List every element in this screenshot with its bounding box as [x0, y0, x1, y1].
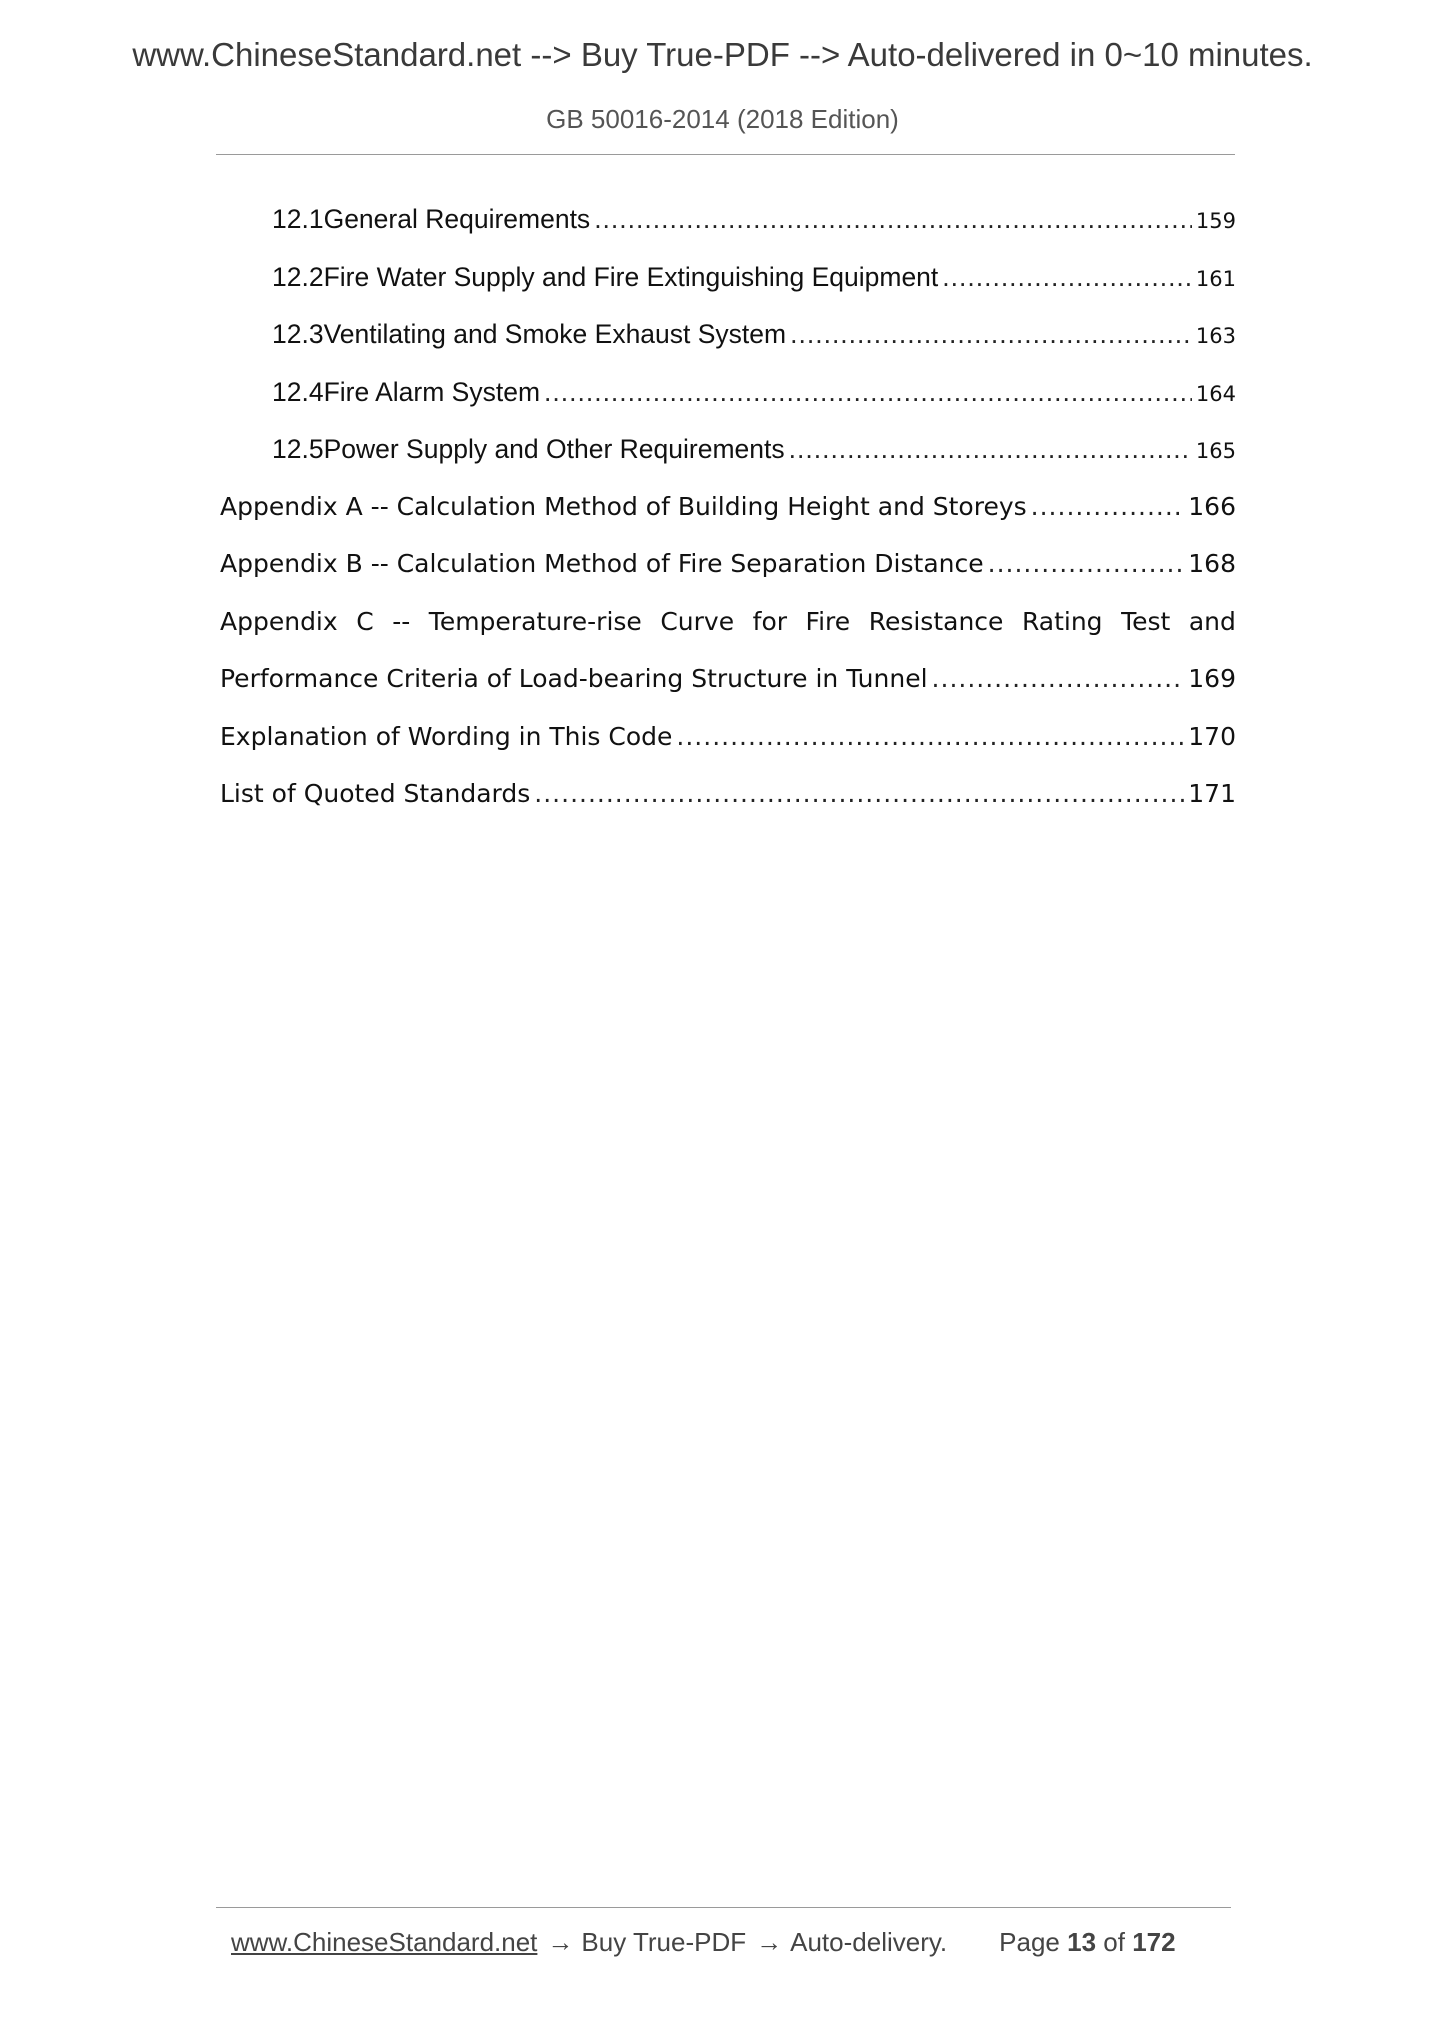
arrow-right-icon: →: [756, 1927, 783, 1957]
banner-separator: -->: [799, 36, 841, 73]
banner-site-link[interactable]: www.ChineseStandard.net: [132, 36, 522, 73]
toc-word: Fire: [805, 606, 851, 636]
toc-word: Appendix: [220, 606, 338, 636]
toc-leader-dots: [594, 204, 1192, 235]
toc-entry-12-1[interactable]: [220, 204, 1236, 262]
toc-entry-page: 168: [1188, 549, 1236, 578]
toc-leader-dots: [789, 434, 1192, 465]
banner-buy-text: Buy True-PDF: [580, 36, 790, 73]
table-of-contents: [220, 204, 1236, 837]
footer-divider: [216, 1907, 1231, 1908]
toc-entry-number: 12.2: [272, 261, 324, 292]
top-banner: [0, 36, 1445, 74]
toc-entry-page: 171: [1188, 779, 1236, 808]
toc-entry-title: Ventilating and Smoke Exhaust System: [323, 319, 787, 349]
toc-leader-dots: [790, 319, 1192, 350]
toc-entry-12-4[interactable]: [220, 377, 1236, 435]
toc-leader-dots: [1031, 492, 1185, 521]
toc-word: Resistance: [868, 606, 1004, 636]
toc-entry-title: List of Quoted Standards: [220, 779, 531, 808]
arrow-right-icon: →: [547, 1927, 574, 1957]
toc-leader-dots: [932, 664, 1185, 693]
page-total: 172: [1132, 1927, 1176, 1957]
document-id: GB 50016-2014 (2018 Edition): [546, 104, 899, 134]
toc-entry-page: 164: [1195, 381, 1236, 406]
toc-entry-page: 170: [1188, 721, 1236, 751]
toc-entry-appendix-c-line2[interactable]: [220, 664, 1236, 722]
toc-entry-title: General Requirements: [323, 204, 591, 234]
toc-word: --: [392, 606, 411, 636]
toc-entry-number: 12.4: [272, 376, 324, 407]
footer-buy-text: Buy True-PDF: [581, 1927, 747, 1957]
page-of-label: of: [1103, 1927, 1125, 1957]
toc-word: C: [356, 606, 374, 636]
toc-entry-title: Fire Water Supply and Fire Extinguishing Equipment: [323, 261, 939, 292]
page-footer: [231, 1927, 1176, 1958]
toc-word: for: [752, 606, 788, 636]
toc-entry-page: 159: [1195, 209, 1236, 233]
toc-entry-number: 12.3: [272, 319, 324, 349]
toc-entry-title: Power Supply and Other Requirements: [323, 434, 785, 464]
toc-leader-dots: [942, 262, 1192, 293]
page-indicator: [999, 1927, 1175, 1958]
banner-delivery-text: Auto-delivered in 0~10 minutes.: [847, 36, 1313, 73]
toc-entry-title: Fire Alarm System: [323, 376, 541, 407]
toc-word: Temperature-rise: [428, 606, 642, 636]
toc-entry-12-3[interactable]: [220, 319, 1236, 377]
toc-entry-appendix-c-line1[interactable]: [220, 607, 1236, 665]
toc-leader-dots: [988, 549, 1185, 578]
toc-entry-explanation[interactable]: [220, 722, 1236, 780]
toc-entry-title: Appendix A -- Calculation Method of Building Height and Storeys: [220, 491, 1027, 521]
toc-entry-number: 12.5: [272, 434, 324, 464]
toc-entry-appendix-a[interactable]: [220, 492, 1236, 550]
toc-entry-page: 169: [1188, 664, 1236, 693]
toc-entry-title: Performance Criteria of Load-bearing Structure in Tunnel: [220, 664, 928, 693]
toc-entry-page: 163: [1195, 324, 1236, 348]
toc-word: Rating: [1021, 606, 1103, 636]
toc-word: Curve: [660, 606, 735, 636]
footer-site-link[interactable]: www.ChineseStandard.net: [231, 1927, 538, 1957]
toc-entry-page: 161: [1195, 266, 1236, 291]
page-current: 13: [1067, 1927, 1097, 1957]
toc-leader-dots: [534, 779, 1184, 808]
toc-word: and: [1188, 606, 1236, 636]
header-divider: [216, 154, 1235, 155]
toc-entry-page: 165: [1195, 439, 1236, 463]
toc-word: Test: [1121, 606, 1171, 636]
toc-entry-quoted-standards[interactable]: [220, 779, 1236, 837]
toc-entry-page: 166: [1188, 491, 1236, 521]
footer-delivery-text: Auto-delivery.: [790, 1927, 948, 1957]
banner-separator: -->: [530, 36, 572, 73]
toc-entry-12-2[interactable]: [220, 262, 1236, 320]
toc-entry-title: Explanation of Wording in This Code: [220, 721, 673, 751]
toc-entry-title: Appendix B -- Calculation Method of Fire Separation Distance: [220, 549, 984, 578]
toc-entry-12-5[interactable]: [220, 434, 1236, 492]
toc-leader-dots: [676, 722, 1184, 751]
toc-entry-appendix-b[interactable]: [220, 549, 1236, 607]
toc-entry-number: 12.1: [272, 204, 324, 234]
toc-leader-dots: [544, 377, 1192, 408]
page-label: Page: [999, 1927, 1060, 1957]
